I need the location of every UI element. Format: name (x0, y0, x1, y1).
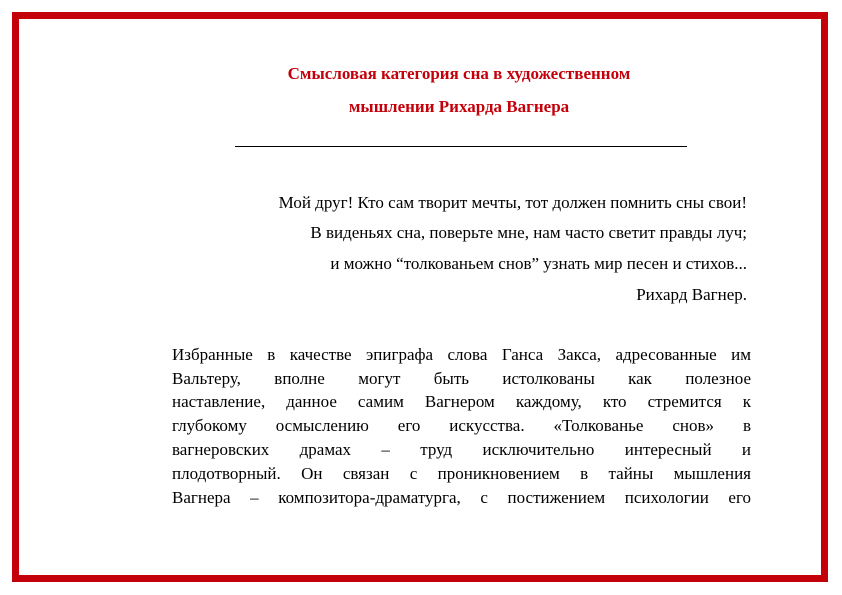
body-text: плодотворный. Он связан с проникновением в тайны мышления (172, 464, 751, 483)
title-divider (235, 146, 687, 147)
body-line-6 (172, 464, 751, 484)
body-line-2 (172, 369, 751, 389)
body-line-7 (172, 488, 751, 508)
slide-title-line-1: Смысловая категория сна в художественном (287, 64, 631, 83)
body-line-5 (172, 440, 751, 460)
body-line-3 (172, 392, 751, 412)
epigraph-line-1: Мой друг! Кто сам творит мечты, тот должен помнить сны свои! (278, 193, 747, 212)
body-line-4 (172, 416, 751, 436)
epigraph-line-3: и можно “толкованьем снов” узнать мир песен и стихов... (330, 254, 747, 273)
slide-title-line-2: мышлении Рихарда Вагнера (348, 97, 570, 116)
body-text: Избранные в качестве эпиграфа слова Ганса Закса, адресованные им (172, 345, 751, 364)
epigraph-line-2: В виденьях сна, поверьте мне, нам часто светит правды луч; (310, 223, 747, 242)
epigraph-author: Рихард Вагнер. (636, 285, 747, 304)
body-text: вагнеровских драмах – труд исключительно интересный и (172, 440, 751, 459)
body-text: Вальтеру, вполне могут быть истолкованы как полезное (172, 369, 751, 388)
body-text: глубокому осмыслению его искусства. «Толкованье снов» в (172, 416, 751, 435)
body-text: Вагнера – композитора-драматурга, с постижением психологии его (172, 488, 751, 507)
body-text: наставление, данное самим Вагнером каждому, кто стремится к (172, 392, 751, 411)
body-line-1 (172, 345, 751, 365)
